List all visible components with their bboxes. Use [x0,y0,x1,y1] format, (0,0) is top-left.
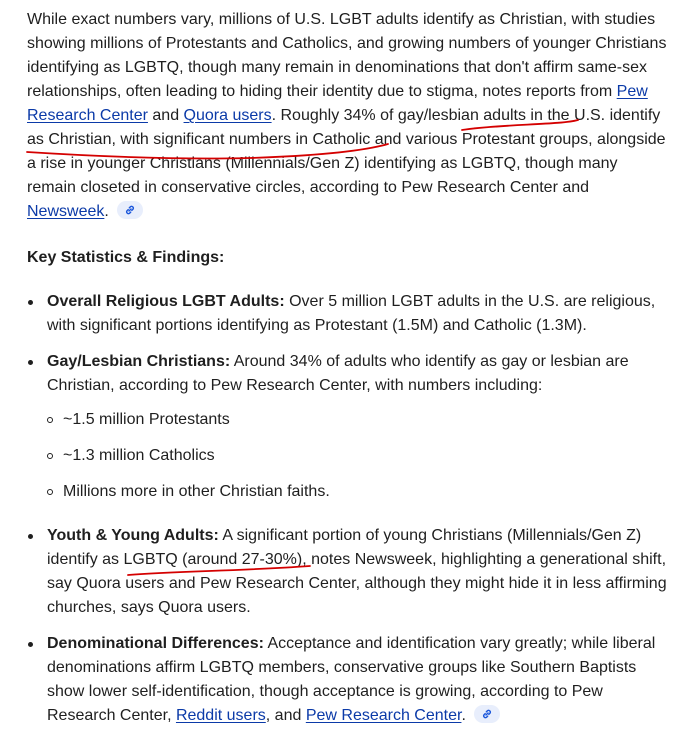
intro-text-1: While exact numbers vary, millions of U.S. LGBT adults identify as Christian, with studies showing millions of Protestants and Catholics, and growing numbers of younger Christians identifying as LGBTQ, though many remain in denominations that don't affirm same-sex relationships, often leading to hiding their identity due to stigma, notes reports from [27,11,667,100]
intro-text-2: and [147,107,184,124]
bullet [28,642,33,647]
bullet [28,300,33,305]
link-icon [481,708,493,720]
intro-text-4: . [104,203,109,220]
item-text: A significant portion of young Christians (Millennials/Gen Z) identify as LGBTQ (around 27-30%), notes Newsweek, highlighting a generational shift, say Quora users and Pew Research Center, although they might hide it in less affirming churches, says Quora users. [47,527,667,616]
item-title: Gay/Lesbian Christians: [47,353,231,370]
findings-list [27,524,667,620]
list-item [27,290,667,338]
item-title: Overall Religious LGBT Adults: [47,293,285,310]
link-pew-research-center-2[interactable]: Pew Research Center [305,707,462,724]
link-quora-users[interactable]: Quora users [183,107,272,124]
findings-list [27,350,667,398]
sub-list-item [47,480,330,504]
answer-content [27,8,667,724]
item-text: . [461,707,466,724]
sub-item-text: Millions more in other Christian faiths. [63,483,330,500]
sub-item-text: ~1.3 million Catholics [63,447,215,464]
list-item [27,524,667,620]
findings-list [27,632,667,728]
sub-bullet [47,453,53,459]
source-chip[interactable] [117,201,143,219]
bullet [28,360,33,365]
sub-list [47,444,215,468]
findings-list [27,290,667,338]
sub-list [47,408,230,432]
sub-bullet [47,489,53,495]
section-heading: Key Statistics & Findings: [27,249,225,266]
link-newsweek[interactable]: Newsweek [27,203,105,220]
sub-list-item [47,444,215,468]
source-chip[interactable] [474,705,500,723]
item-title: Youth & Young Adults: [47,527,219,544]
list-item [27,350,667,398]
intro-paragraph [27,8,667,224]
item-text: Acceptance and identification vary greatly; while liberal denominations affirm LGBTQ members, conservative groups like Southern Baptists show lower self-identification, though acceptance is growing, according to Pew Research Center, [47,635,656,724]
link-reddit-users[interactable]: Reddit users [175,707,266,724]
link-icon [124,204,136,216]
item-text: Around 34% of adults who identify as gay or lesbian are Christian, according to Pew Research Center, with numbers including: [47,353,629,394]
list-item [27,632,667,728]
sub-list-item [47,408,230,432]
bullet [28,534,33,539]
item-text: , and [265,707,306,724]
sub-bullet [47,417,53,423]
intro-text-3: . Roughly 34% of gay/lesbian adults in the U.S. identify as Christian, with significant numbers in Catholic and various Protestant groups, alongside a rise in younger Christians (Millennials/Gen Z) identifying as LGBTQ, though many remain closeted in conservative circles, according to Pew Research Center and [27,107,666,196]
item-text: Over 5 million LGBT adults in the U.S. are religious, with significant portions identifying as Protestant (1.5M) and Catholic (1.3M). [47,293,656,334]
item-title: Denominational Differences: [47,635,264,652]
sub-item-text: ~1.5 million Protestants [63,411,230,428]
sub-list [47,480,330,504]
link-pew-research-center[interactable]: Pew Research Center [27,83,648,124]
